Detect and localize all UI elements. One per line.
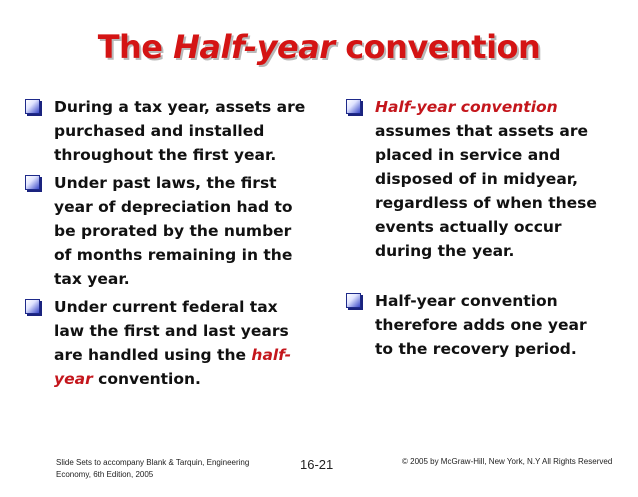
bullet-text: During a tax year, assets are purchased and installed throughout the first year.	[54, 98, 306, 164]
checkbox-bullet-icon	[25, 175, 40, 190]
bullet-item	[22, 295, 312, 391]
title-part-1: The	[97, 28, 174, 66]
bullet-text-end: convention.	[92, 370, 201, 388]
bullet-item	[343, 95, 603, 263]
left-column	[22, 95, 312, 395]
bullet-text: Under current federal tax law the first and last years are handled using the	[54, 298, 289, 364]
bullet-item	[22, 95, 312, 167]
bullet-highlight: half-year	[54, 346, 292, 388]
bullet-text: Under past laws, the first year of depreciation had to be prorated by the number of months remaining in the tax year.	[54, 174, 293, 288]
right-column	[343, 95, 603, 365]
footer-credit-line-1: Slide Sets to accompany Blank & Tarquin, Engineering	[56, 458, 250, 467]
title-part-3: convention	[334, 28, 541, 66]
checkbox-bullet-icon	[25, 299, 40, 314]
checkbox-bullet-icon	[346, 99, 361, 114]
bullet-text: Half-year convention therefore adds one year to the recovery period.	[375, 292, 587, 358]
slide-title	[0, 28, 638, 66]
footer-credit	[56, 457, 249, 481]
footer-credit-line-2: Economy, 6th Edition, 2005	[56, 470, 154, 479]
bullet-item	[343, 289, 603, 361]
bullet-highlight: Half-year convention	[375, 98, 558, 116]
checkbox-bullet-icon	[346, 293, 361, 308]
page-number: 16-21	[300, 457, 334, 472]
footer-copyright: © 2005 by McGraw-Hill, New York, N.Y All Rights Reserved	[402, 457, 613, 466]
checkbox-bullet-icon	[25, 99, 40, 114]
bullet-item	[22, 171, 312, 291]
bullet-spacer	[343, 267, 603, 289]
title-part-2: Half-year	[173, 28, 335, 66]
bullet-text: assumes that assets are placed in service and disposed of in midyear, regardless of when these events actually occur during the year.	[375, 122, 597, 260]
